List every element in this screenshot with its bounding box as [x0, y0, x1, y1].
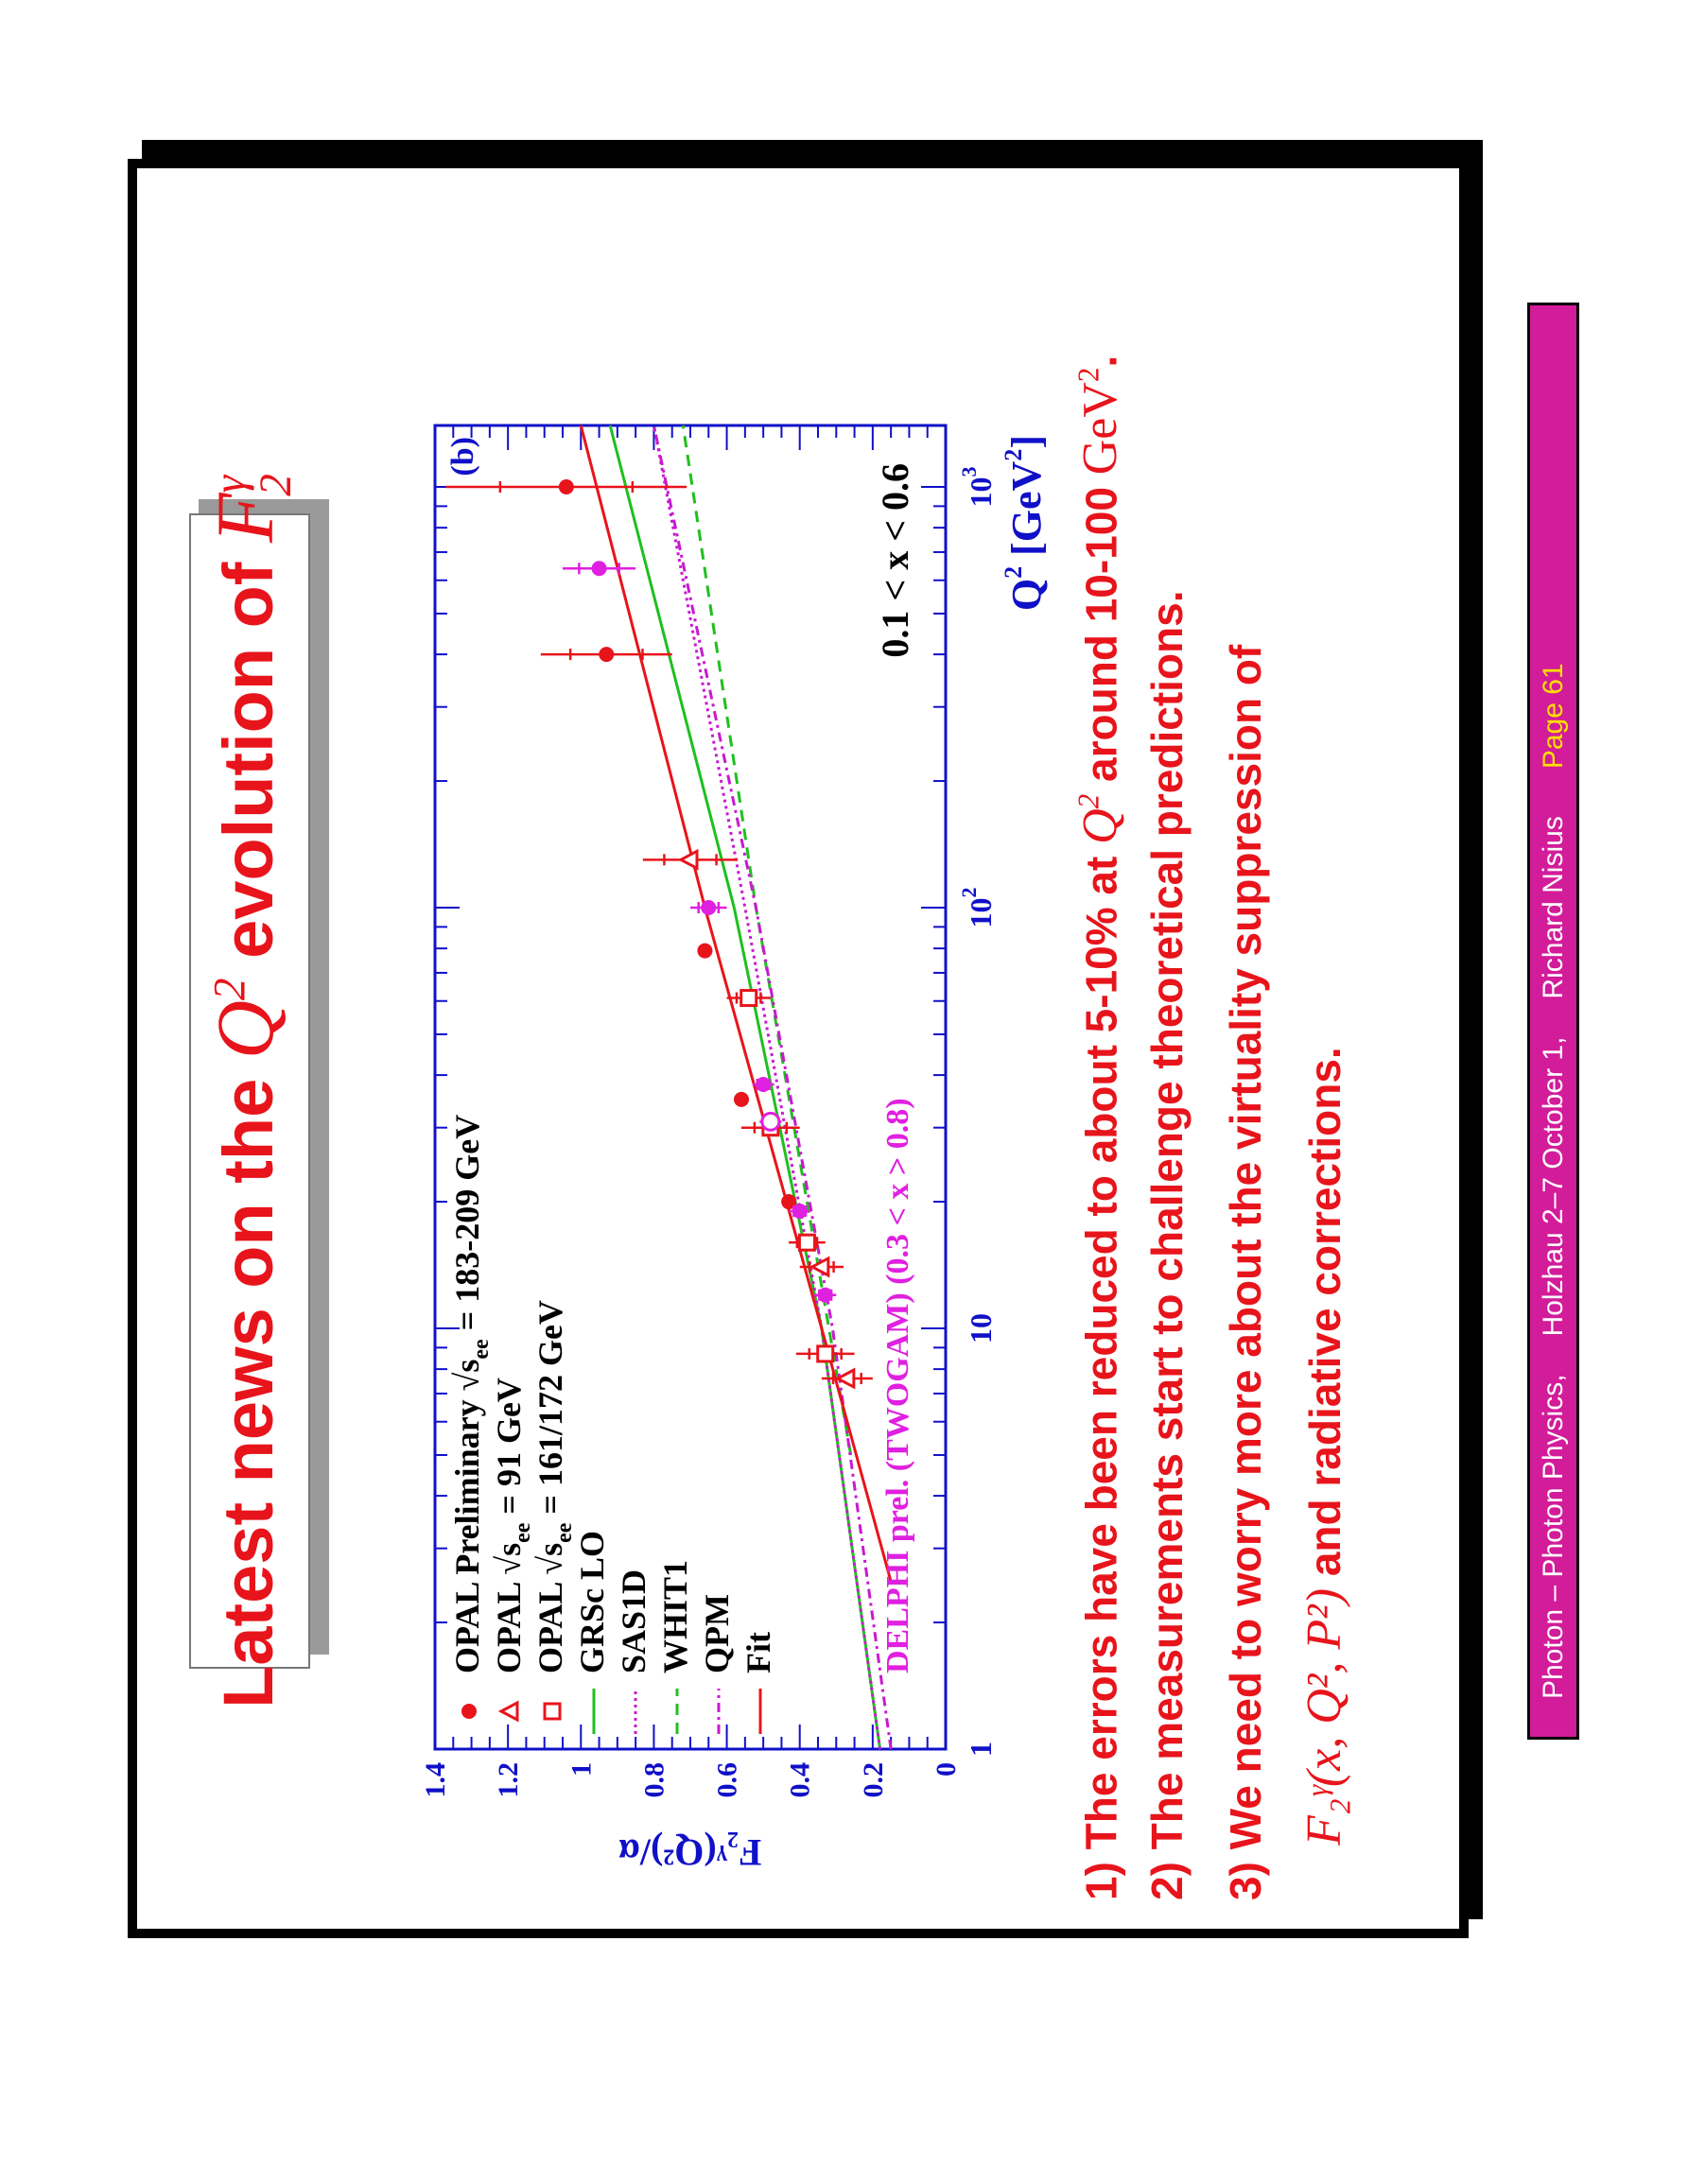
legend-label-tail: = 161/172 GeV — [531, 1300, 569, 1523]
legend-label: OPAL $√s_{ee} = 91$ GeV — [490, 1378, 535, 1673]
bullet-2-text: The measurements start to challenge theoretical predictions. — [1142, 590, 1192, 1850]
data-point-dot — [792, 1204, 808, 1219]
bullet-1-q-exp: 2 — [1072, 793, 1105, 809]
bullet-1-unit-exp: 2 — [1072, 367, 1105, 383]
y-tick-label: 1.4 — [420, 1762, 451, 1798]
x-axis-label-part: [GeV — [1003, 460, 1050, 566]
x-tick-label: $10^3$ — [957, 466, 998, 508]
data-point-dot — [599, 647, 614, 662]
legend-label: OPAL Preliminary $√s_{ee} = 183-209$ GeV — [448, 1114, 494, 1673]
panel-label: (b) — [445, 437, 480, 477]
footer-author: Richard Nisius — [1537, 816, 1569, 999]
curve-grsc-lo — [610, 425, 879, 1749]
bullet-1-q-letter: Q — [1073, 808, 1128, 844]
slide-title — [198, 474, 301, 1708]
bullet-1-mid: around 10-100 — [1076, 487, 1126, 782]
footer-location: Holzhau 2–7 October 1, — [1537, 1036, 1569, 1337]
x-axis-label-part: 2 — [1000, 448, 1027, 461]
legend-label: SAS1D — [615, 1569, 653, 1673]
bullet-3-math: F₂ᵞ(x, Q², P²) — [1297, 1587, 1351, 1846]
title-q — [200, 978, 290, 1059]
data-point-dot — [697, 944, 712, 959]
data-point-square — [818, 1346, 833, 1361]
legend-label-sub: ee — [552, 1522, 577, 1543]
f2-q2-chart — [397, 312, 1050, 1874]
data-point-dot — [756, 1077, 771, 1092]
data-point-dot — [734, 1092, 749, 1107]
legend-label-sub: ee — [469, 1339, 494, 1360]
y-axis-label: F₂ᵞ(Q²)/α — [618, 1831, 762, 1874]
title-box — [189, 474, 310, 1708]
data-point-square — [741, 991, 757, 1006]
bullet-1-unit-text: GeV — [1073, 382, 1128, 476]
legend-label-sub: ee — [511, 1522, 535, 1543]
legend-marker — [545, 1704, 560, 1719]
x-tick-label: $10^2$ — [957, 887, 998, 928]
bullet-1-text: The errors have been reduced to about 5-10% at — [1076, 856, 1126, 1850]
legend-marker — [501, 1703, 517, 1720]
data-point-dot — [559, 479, 574, 494]
data-point-dot — [818, 1288, 833, 1303]
bullet-3-num: 3) — [1221, 1862, 1270, 1900]
legend-label: GRSc LO — [573, 1530, 611, 1673]
bullet-2-num: 2) — [1142, 1862, 1192, 1900]
data-point-dot — [592, 561, 607, 576]
x-tick-label: 10 — [964, 1313, 998, 1344]
legend-label-tail: = 183-209 GeV — [448, 1114, 486, 1340]
x-axis-label: $Q^2$ [GeV$^2$] — [1000, 435, 1050, 612]
x-tick-label: 1 — [964, 1742, 998, 1757]
bullet-3-tail: and radiative corrections. — [1300, 1047, 1349, 1588]
bullet-3 — [1207, 104, 1285, 1900]
footer-conference: Photon – Photon Physics, — [1537, 1374, 1569, 1699]
legend-label: WHIT1 — [656, 1559, 694, 1673]
footer-page: Page 61 — [1537, 663, 1569, 770]
x-tick-label-exp: 2 — [957, 887, 981, 898]
y-tick-label: 0 — [931, 1762, 962, 1777]
title-f-sub: 2 — [251, 474, 301, 496]
bullet-1 — [1050, 104, 1128, 1900]
title-prefix: Latest news on the — [209, 1078, 288, 1708]
bullet-3-text: We need to worry more about the virtuality suppression of — [1221, 644, 1270, 1850]
legend-label: OPAL $√s_{ee} = 161/172$ GeV — [531, 1300, 577, 1673]
bullet-1-unit — [1073, 367, 1127, 475]
delphi-label: DELPHI prel. (TWOGAM) (0.3 < x > 0.8) — [880, 1098, 915, 1673]
x-axis-label-part: ] — [1003, 435, 1050, 449]
y-tick-label: 1 — [566, 1762, 598, 1777]
data-point-dot — [701, 900, 716, 915]
legend-label: QPM — [698, 1594, 736, 1673]
legend-marker — [461, 1704, 477, 1719]
title-middle: evolution of — [209, 562, 288, 959]
x-axis-label-part: 2 — [1000, 565, 1027, 579]
title-q-letter: Q — [200, 1000, 291, 1060]
legend-label: Fit — [740, 1632, 777, 1673]
bullet-2 — [1128, 104, 1207, 1900]
y-tick-label: 0.6 — [711, 1762, 743, 1798]
data-point-square — [799, 1235, 814, 1250]
title-q-exp: 2 — [205, 978, 255, 1001]
bullet-1-post: . — [1076, 355, 1126, 368]
title-f — [200, 474, 301, 543]
y-tick-label: 0.4 — [784, 1762, 816, 1798]
bullet-3-continued — [1285, 104, 1364, 1900]
y-tick-label: 0.8 — [638, 1762, 670, 1798]
title-f-sup: γ — [205, 475, 255, 494]
x-range-label: 0.1 < x < 0.6 — [874, 463, 916, 658]
footer-bar — [1527, 303, 1579, 1740]
title-f-letter: F — [200, 493, 291, 543]
bullet-1-q — [1073, 794, 1127, 844]
y-tick-label: 1.2 — [493, 1762, 525, 1798]
x-tick-label-exp: 3 — [957, 466, 981, 477]
legend-label-tail: = 91 GeV — [490, 1378, 528, 1523]
data-point-triangle — [838, 1370, 854, 1387]
data-point-ring — [762, 1113, 779, 1130]
data-point-triangle — [681, 851, 697, 868]
y-tick-label: 0.2 — [857, 1762, 889, 1798]
bullet-list — [1050, 104, 1364, 1900]
bullet-1-num: 1) — [1076, 1862, 1126, 1900]
